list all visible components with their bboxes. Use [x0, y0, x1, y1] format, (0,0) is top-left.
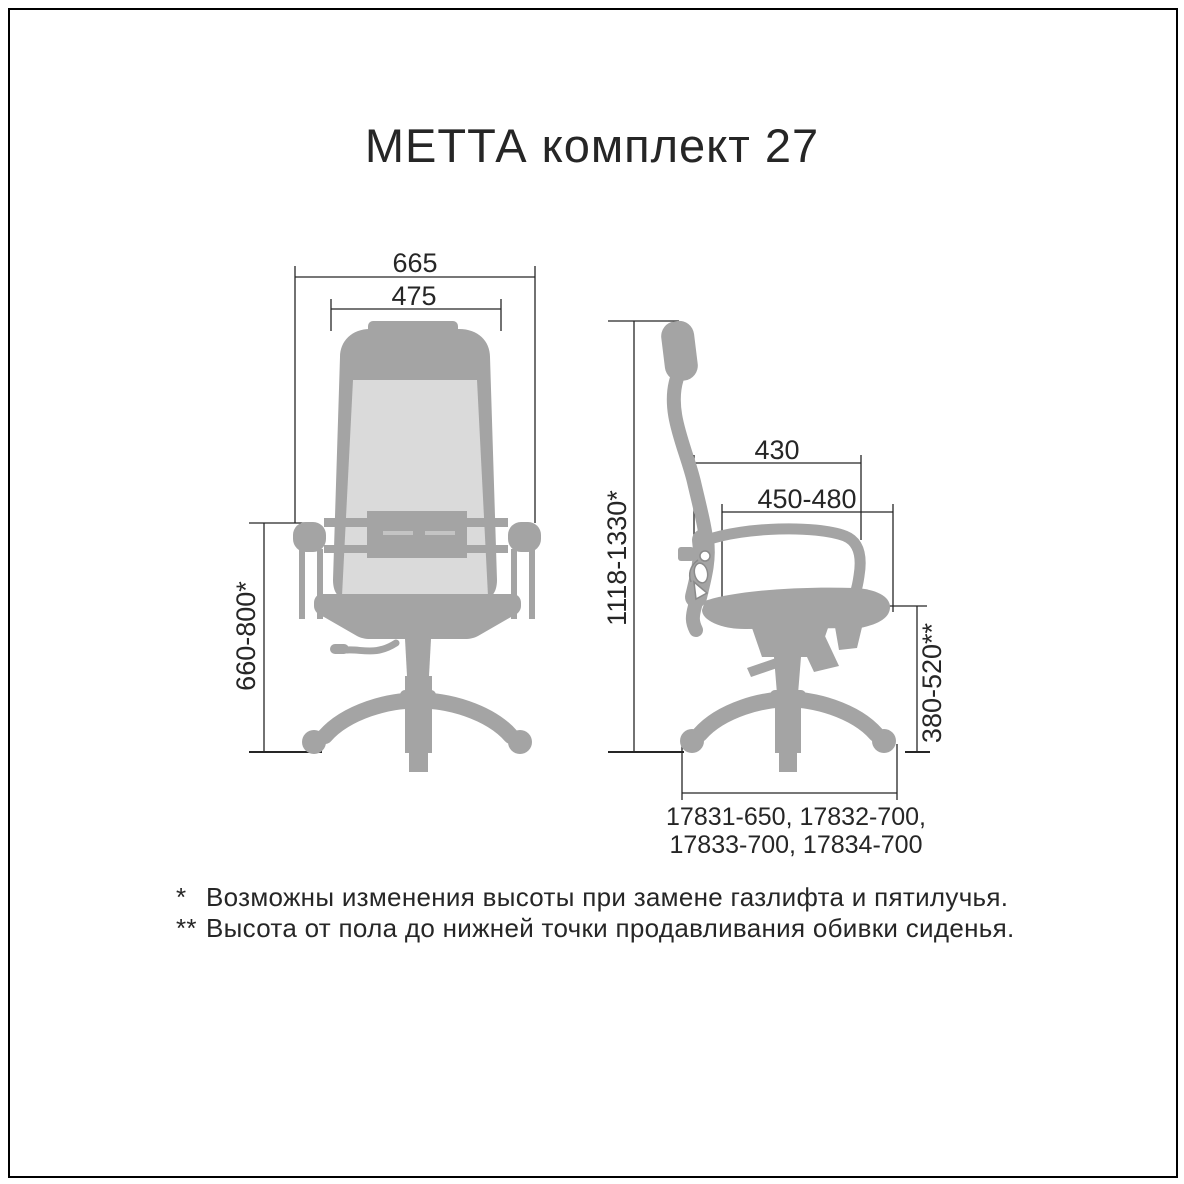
side-caster-left — [680, 729, 704, 753]
side-column — [774, 657, 801, 694]
footnote-text: Возможны изменения высоты при замене газлифта и пятилучья. — [206, 882, 1009, 912]
dim-label-seat-depth-range: 450-480 — [757, 484, 857, 514]
front-armrest-pad-left — [293, 522, 326, 552]
front-center-leg — [405, 676, 432, 753]
front-gas-lever-tip — [330, 644, 349, 654]
front-lumbar-dash-left — [383, 531, 413, 535]
footnote-marker: ** — [176, 913, 197, 943]
dim-label-armrest-height: 660-800* — [231, 581, 261, 691]
side-seat-front-block — [835, 623, 863, 650]
side-base-arm-right — [788, 700, 876, 734]
footnote-gas-lift — [176, 882, 1015, 913]
footnote-seat-height — [176, 913, 1015, 944]
front-mesh — [342, 380, 488, 596]
front-armrest-support — [299, 549, 305, 619]
side-center-caster — [779, 753, 797, 772]
dim-label-seat-depth: 430 — [754, 435, 800, 465]
front-base-arm-left — [325, 701, 418, 736]
side-caster-right — [872, 729, 896, 753]
side-base-arm-left — [700, 700, 788, 734]
front-caster-left — [302, 730, 326, 754]
front-center-caster — [409, 753, 428, 772]
base-model-list — [645, 803, 947, 859]
dim-label-total-height: 1118-1330* — [602, 490, 632, 626]
base-model-line: 17831-650, 17832-700, — [666, 803, 926, 831]
footnote-marker: * — [176, 882, 187, 912]
front-armrest-pad-right — [508, 522, 541, 552]
side-dimension-lines — [608, 321, 930, 800]
dim-label-seat-height: 380-520** — [917, 622, 947, 744]
dim-label-overall-width: 665 — [392, 248, 438, 278]
side-seat — [702, 588, 890, 629]
front-chair-silhouette — [293, 321, 541, 772]
side-center-leg — [775, 690, 801, 753]
front-view-chair — [249, 266, 541, 772]
front-seat — [314, 594, 521, 639]
footnotes — [176, 882, 1015, 944]
side-view-chair — [608, 319, 930, 800]
page-title: МЕТТА комплект 27 — [364, 119, 820, 172]
front-armrest-support — [529, 549, 535, 619]
dim-label-backrest-width: 475 — [391, 281, 437, 311]
footnote-text: Высота от пола до нижней точки продавливания обивки сиденья. — [206, 913, 1015, 943]
base-model-line: 17833-700, 17834-700 — [669, 831, 923, 859]
front-gas-lever — [347, 643, 396, 651]
front-lumbar-dash-right — [425, 531, 455, 535]
side-chair-silhouette — [659, 319, 896, 772]
front-caster-right — [508, 730, 532, 754]
front-column — [405, 639, 431, 676]
